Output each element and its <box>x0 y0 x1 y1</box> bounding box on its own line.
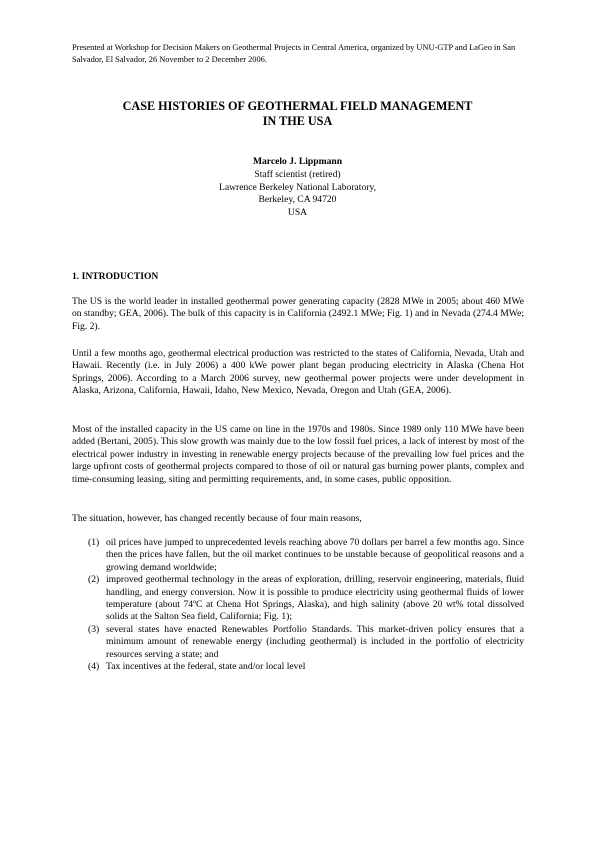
list-item-number: (1) <box>88 537 100 548</box>
author-city: Berkeley, CA 94720 <box>258 194 337 206</box>
paper-title <box>72 99 523 129</box>
list-item-text: oil prices have jumped to unprecedented levels reaching above 70 dollars per barrel a few months ago. Since then the prices have fallen, but the oil market continues to be unstable because of geopolitical reasons and a growing demand worldwide; <box>106 537 524 573</box>
reasons-list <box>88 537 524 673</box>
paper-title-line-1: CASE HISTORIES OF GEOTHERMAL FIELD MANAGEMENT <box>122 99 473 113</box>
list-item-text: Tax incentives at the federal, state and/or local level <box>106 661 306 673</box>
presented-at-note: Presented at Workshop for Decision Makers on Geothermal Projects in Central America, organized by UNU-GTP and LaGeo in San Salvador, El Salvador, 26 November to 2 December 2006. <box>72 43 516 64</box>
list-item <box>88 574 524 624</box>
author-institution: Lawrence Berkeley National Laboratory, <box>218 181 377 193</box>
paragraph-1: The US is the world leader in installed geothermal power generating capacity (2828 MWe in 2005; about 460 MWe on standby; GEA, 2006). The bulk of this capacity is in California (2492.1 MWe; Fig. 1) and in Nevada (274.4 MWe; Fig. 2). <box>72 296 524 332</box>
list-item-number: (3) <box>88 623 100 635</box>
list-item <box>88 624 524 661</box>
list-item-text: several states have enacted Renewables Portfolio Standards. This market-driven policy ensures that a minimum amount of renewable energy (including geothermal) is included in the portfolio of electricity resources serving a state; and <box>106 623 524 660</box>
paragraph-4: The situation, however, has changed recently because of four main reasons, <box>72 513 362 524</box>
author-position: Staff scientist (retired) <box>254 168 341 180</box>
paper-title-line-2: IN THE USA <box>262 114 333 128</box>
author-country: USA <box>287 207 308 219</box>
author-name: Marcelo J. Lippmann <box>252 156 343 167</box>
list-item <box>88 537 524 574</box>
section-heading: 1. INTRODUCTION <box>72 271 159 282</box>
list-item-number: (4) <box>88 661 100 673</box>
paragraph-2: Until a few months ago, geothermal electrical production was restricted to the states of California, Nevada, Utah and Hawaii. Recently (i.e. in July 2006) a 400 kWe power plant began producing electricity in Alaska (Chena Hot Springs, 2006). According to a March 2006 survey, new geothermal power projects were under development in Alaska, Arizona, California, Hawaii, Idaho, New Mexico, Nevada, Oregon and Utah (GEA, 2006). <box>72 348 524 397</box>
paragraph-3: Most of the installed capacity in the US came on line in the 1970s and 1980s. Since 1989 only 110 MWe have been added (Bertani, 2005). This slow growth was mainly due to the low fossil fuel prices, a lack of interest by most of the electrical power industry in investing in renewable energy projects because of the prevailing low fuel prices and the large upfront costs of geothermal projects compared to those of oil or natural gas burning power plants, complex and time-consuming leasing, siting and permitting requirements, and, in some cases, public opposition. <box>72 424 524 485</box>
list-item-text: improved geothermal technology in the areas of exploration, drilling, reservoir engineering, materials, fluid handling, and energy conversion. Now it is possible to produce electricity using geothermal fluids of lower temperature (about 74ºC at Chena Hot Springs, Alaska), and high salinity (above 20 wt% total dissolved solids at the Salton Sea field, California; Fig. 1); <box>106 574 524 623</box>
list-item-number: (2) <box>88 574 100 586</box>
list-item <box>88 661 524 673</box>
author-block <box>72 156 523 220</box>
